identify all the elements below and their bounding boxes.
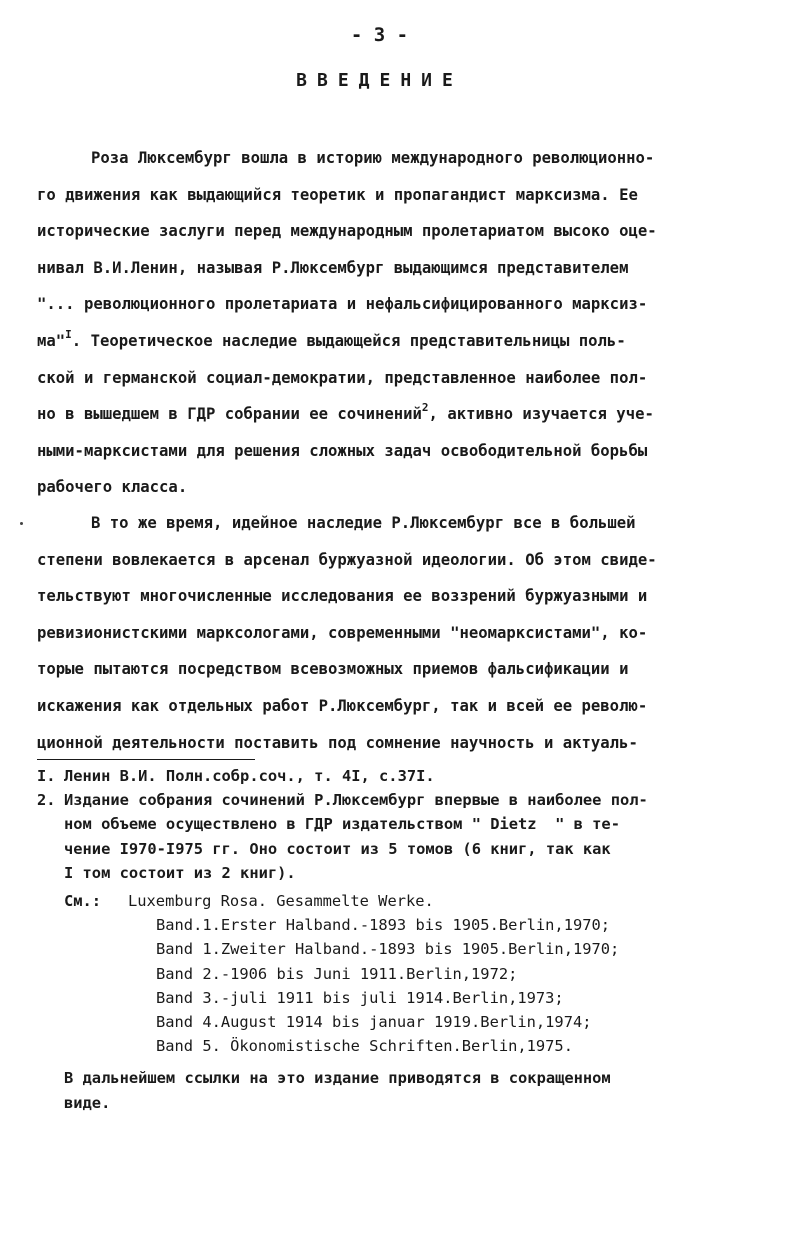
bibliography-title-row — [64, 889, 777, 913]
paragraph-line: тельствуют многочисленные исследования ее воззрений буржуазными и — [37, 587, 648, 606]
paragraph-line: ционной деятельности поставить под сомнение научность и актуаль- — [37, 733, 638, 752]
paragraph-line: ревизионистскими маркcологами, современными "неомарксистами", ко- — [37, 623, 648, 642]
footnote-2 — [37, 788, 777, 885]
paragraph-line: торые пытаются посредством всевозможных приемов фальсификации и — [37, 660, 629, 679]
paragraph-line: ской и германской социал-демократии, представленное наиболее пол- — [37, 368, 648, 387]
footnote-number: I. — [37, 767, 56, 785]
line-text: , активно изучается уче- — [428, 405, 654, 424]
footnote-closing — [37, 1066, 777, 1114]
paragraph-line: рабочего класса. — [37, 478, 188, 497]
margin-mark — [20, 522, 23, 525]
page-title: ВВЕДЕНИЕ — [296, 70, 463, 91]
paragraph-line: Роза Люксембург вошла в историю международного революционно- — [91, 149, 655, 167]
paragraph-line: ными-марксистами для решения сложных задач освободительной борьбы — [37, 441, 648, 460]
footnote-line: В дальнейшем ссылки на это издание приводятся в сокращенном — [64, 1069, 611, 1088]
line-text: ма" — [37, 331, 66, 350]
bibliography-entry: Band.1.Erster Halband.-1893 bis 1905.Berlin,1970; — [156, 916, 611, 935]
footnote-separator — [37, 759, 255, 760]
footnote-number: 2. — [37, 791, 56, 810]
footnote-body — [37, 788, 777, 885]
paragraph-line: "... революционного пролетариата и нефальсифицированного марксиз- — [37, 295, 648, 314]
bibliography-entry: Band 2.-1906 bis Juni 1911.Berlin,1972; — [156, 964, 518, 983]
paragraph-line: нивал В.И.Ленин, называя Р.Люксембург выдающимся представителем — [37, 258, 629, 277]
paragraph-line-with-footnote — [37, 323, 769, 360]
footnote-1 — [37, 764, 777, 788]
bibliography-entry: Band 3.-juli 1911 bis juli 1914.Berlin,1973; — [156, 988, 564, 1007]
footnotes — [37, 764, 777, 1115]
footnote-line: чение I970-I975 гг. Оно состоит из 5 томов (6 книг, так как — [64, 839, 611, 858]
bibliography-entry: Band 4.August 1914 bis januar 1919.Berlin,1974; — [156, 1013, 592, 1032]
paragraph-line: искажения как отдельных работ Р.Люксембург, так и всей ее револю- — [37, 696, 648, 715]
bibliography-entry: Band 5. Ökonomistische Schriften.Berlin,1975. — [156, 1037, 573, 1056]
paragraph-line: степени вовлекается в арсенал буржуазной идеологии. Об этом свиде- — [37, 550, 657, 569]
page-number: - 3 - — [350, 24, 409, 46]
footnote-ref-1: I — [65, 327, 72, 341]
footnote-line: виде. — [64, 1093, 111, 1112]
bibliography-title: Luxemburg Rosa. Gesammelte Werke. — [128, 892, 434, 911]
line-text: . Теоретическое наследие выдающейся представительницы поль- — [71, 331, 626, 350]
paragraph-line: го движения как выдающийся теоретик и пропагандист марксизма. Ее — [37, 185, 638, 204]
footnote-line: ном объеме осуществлено в ГДР издательством " Dietz " в те- — [64, 815, 620, 834]
bibliography-entry: Band 1.Zweiter Halband.-1893 bis 1905.Berlin,1970; — [156, 940, 620, 959]
paragraph-1 — [37, 140, 769, 506]
paragraph-line-with-footnote — [37, 396, 769, 433]
footnote-line: Издание собрания сочинений Р.Люксембург впервые в наиболее пол- — [64, 791, 648, 810]
line-text: но в вышедшем в ГДР собрании ее сочинений — [37, 405, 422, 424]
see-label: См.: — [64, 892, 102, 911]
footnote-line: I том состоит из 2 книг). — [64, 863, 296, 882]
footnote-ref-2: 2 — [421, 401, 429, 415]
bibliography — [37, 889, 777, 1058]
footnote-text: Ленин В.И. Полн.собр.соч., т. 4I, с.37I. — [64, 767, 435, 785]
paragraph-2 — [37, 505, 769, 761]
paragraph-line: В то же время, идейное наследие Р.Люксембург все в большей — [91, 514, 636, 532]
paragraph-line: исторические заслуги перед международным пролетариатом высоко оце- — [37, 222, 657, 241]
